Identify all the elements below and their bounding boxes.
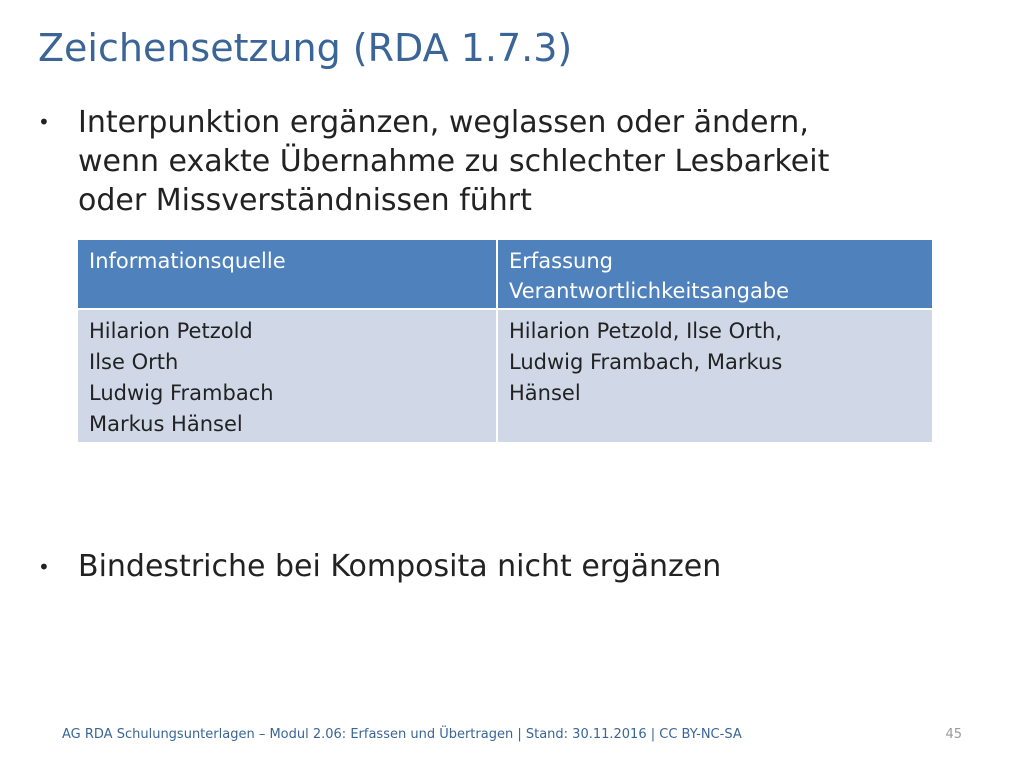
cell-text-line: Ilse Orth [89, 350, 179, 374]
cell-text-line: Markus Hänsel [89, 412, 243, 436]
table-header-row [77, 239, 933, 309]
cell-text-line: Hilarion Petzold, Ilse Orth, [509, 319, 783, 343]
bullet-text-line: Interpunktion ergänzen, weglassen oder ändern, [78, 105, 809, 140]
example-table [76, 238, 934, 444]
bullet-item [38, 103, 978, 220]
table-row [77, 309, 933, 443]
slide-footer: AG RDA Schulungsunterlagen – Modul 2.06: Erfassen und Übertragen | Stand: 30.11.2016 | CC BY-NC-SA [62, 727, 742, 742]
bullet-point-icon: • [38, 555, 50, 579]
table-cell [497, 309, 933, 443]
bullet-text-line: wenn exakte Übernahme zu schlechter Lesbarkeit [78, 144, 830, 179]
bullet-item [38, 546, 978, 588]
page-number: 45 [945, 727, 962, 742]
cell-text-line: Verantwortlichkeitsangabe [509, 279, 790, 303]
table-header-cell [77, 239, 497, 309]
cell-text-line: Ludwig Frambach [89, 381, 274, 405]
cell-text-line: Hänsel [509, 381, 581, 405]
bullet-text-line: Bindestriche bei Komposita nicht ergänzen [78, 549, 722, 584]
bullet-text [78, 103, 978, 220]
table-header-cell [497, 239, 933, 309]
slide-title: Zeichensetzung (RDA 1.7.3) [38, 26, 573, 70]
bullet-point-icon: • [38, 110, 50, 134]
cell-text-line: Erfassung [509, 249, 613, 273]
bullet-text-line: oder Missverständnissen führt [78, 183, 532, 218]
bullet-text [78, 546, 978, 588]
cell-text-line: Ludwig Frambach, Markus [509, 350, 783, 374]
cell-text-line: Hilarion Petzold [89, 319, 253, 343]
cell-text-line: Informationsquelle [89, 249, 286, 273]
table-cell [77, 309, 497, 443]
